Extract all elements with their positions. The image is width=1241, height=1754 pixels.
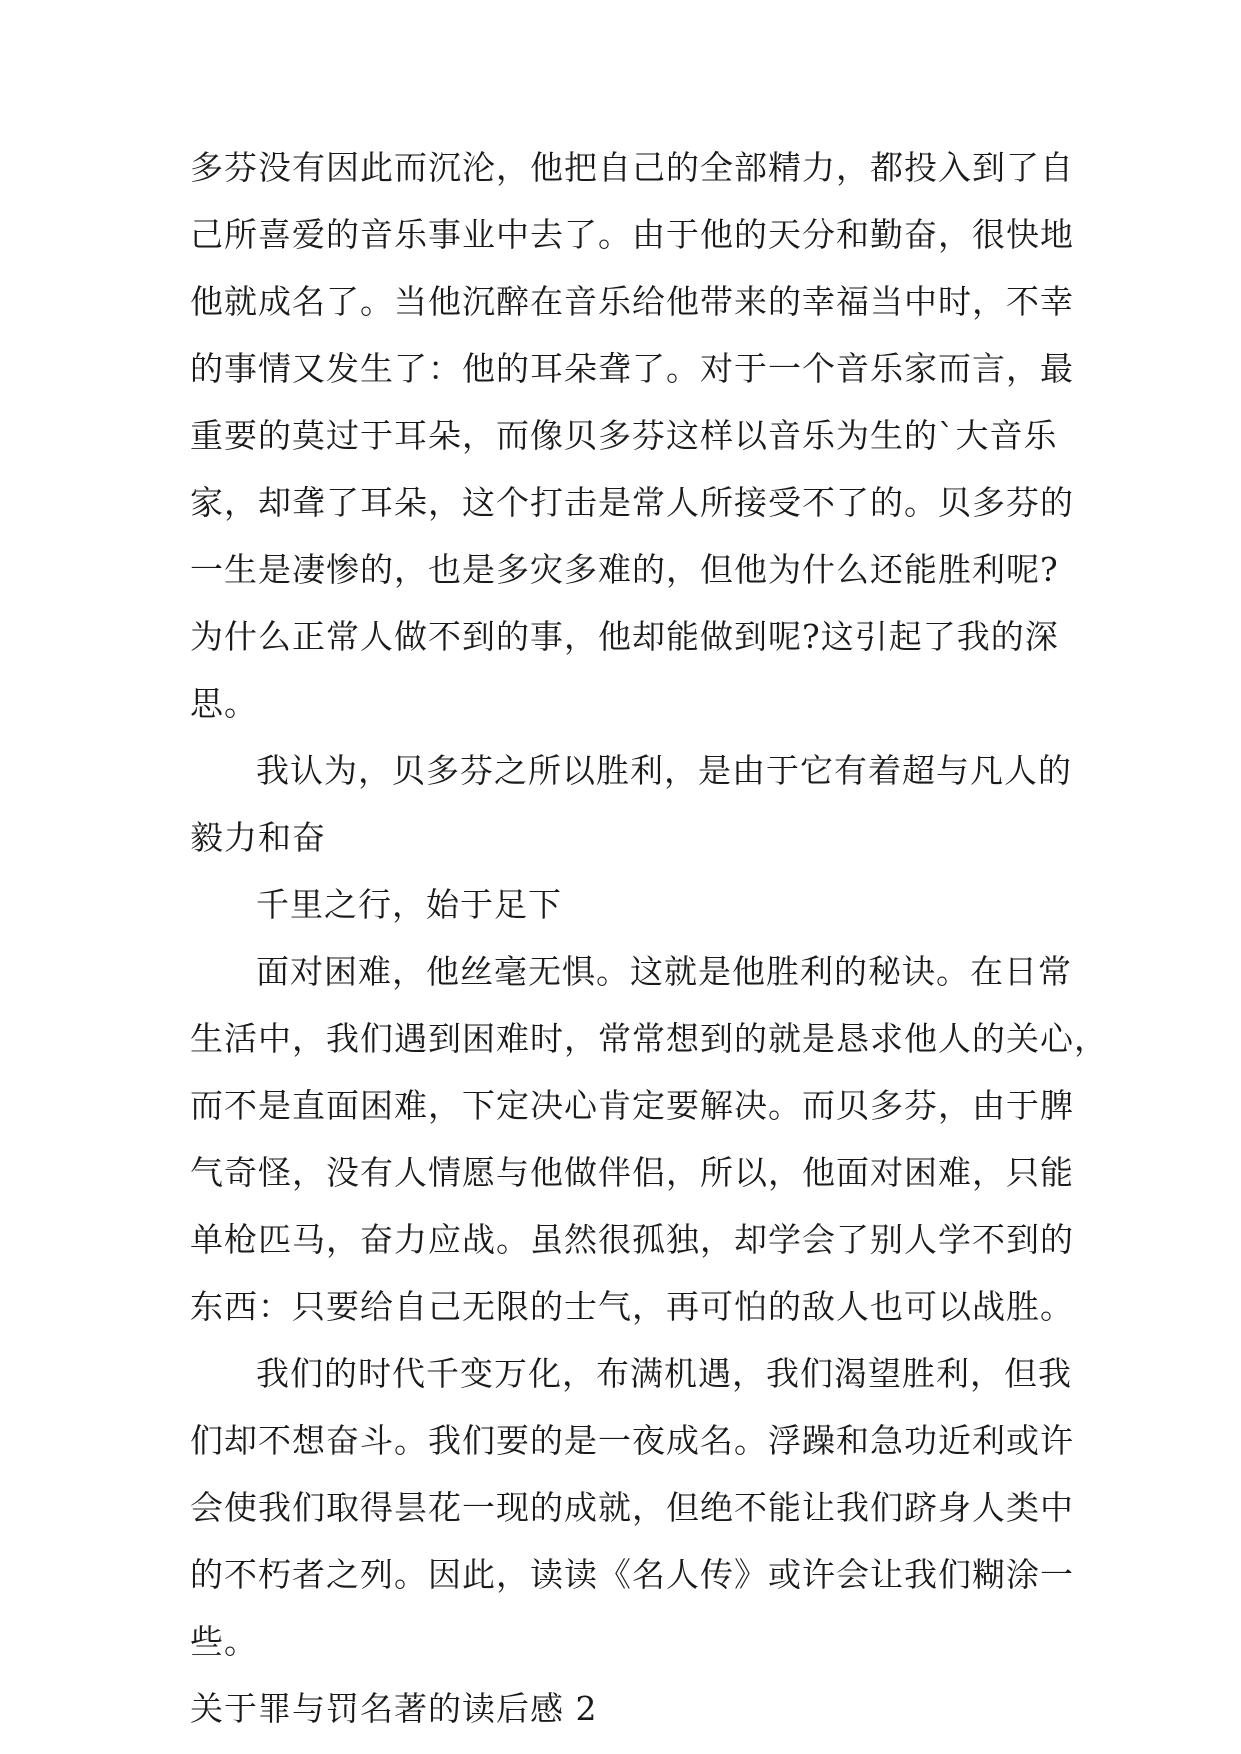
text-line: 气奇怪，没有人情愿与他做伴侣，所以，他面对困难，只能 (190, 1153, 1074, 1192)
text-line: 生活中，我们遇到困难时，常常想到的就是恳求他人的关心， (190, 1019, 1108, 1058)
text-line: 为什么正常人做不到的事，他却能做到呢?这引起了我的深 (190, 617, 1059, 656)
text-line: 一生是凄惨的，也是多灾多难的，但他为什么还能胜利呢? (190, 550, 1059, 589)
paragraph-first-line: 千里之行，始于足下 (256, 885, 562, 924)
paragraph-first-line: 面对困难，他丝毫无惧。这就是他胜利的秘诀。在日常 (256, 952, 1072, 991)
paragraph-first-line: 我认为，贝多芬之所以胜利，是由于它有着超与凡人的 (256, 751, 1072, 790)
text-line: 毅力和奋 (190, 818, 326, 857)
text-line: 的事情又发生了：他的耳朵聋了。对于一个音乐家而言，最 (190, 349, 1074, 388)
text-line: 单枪匹马，奋力应战。虽然很孤独，却学会了别人学不到的 (190, 1220, 1074, 1259)
text-line: 多芬没有因此而沉沦，他把自己的全部精力，都投入到了自 (190, 148, 1074, 187)
text-line: 们却不想奋斗。我们要的是一夜成名。浮躁和急功近利或许 (190, 1421, 1074, 1460)
text-line: 思。 (190, 684, 258, 723)
text-line: 己所喜爱的音乐事业中去了。由于他的天分和勤奋，很快地 (190, 215, 1074, 254)
text-line: 会使我们取得昙花一现的成就，但绝不能让我们跻身人类中 (190, 1488, 1074, 1527)
text-line: 而不是直面困难，下定决心肯定要解决。而贝多芬，由于脾 (190, 1086, 1074, 1125)
text-line: 家，却聋了耳朵，这个打击是常人所接受不了的。贝多芬的 (190, 483, 1074, 522)
text-line: 的不朽者之列。因此，读读《名人传》或许会让我们糊涂一 (190, 1555, 1074, 1594)
text-line: 重要的莫过于耳朵，而像贝多芬这样以音乐为生的`大音乐 (190, 416, 1058, 455)
text-line: 东西：只要给自己无限的士气，再可怕的敌人也可以战胜。 (190, 1287, 1074, 1326)
paragraph-first-line: 我们的时代千变万化，布满机遇，我们渴望胜利，但我 (256, 1354, 1072, 1393)
text-line: 些。 (190, 1622, 258, 1661)
text-line: 他就成名了。当他沉醉在音乐给他带来的幸福当中时，不幸 (190, 282, 1074, 321)
section-heading: 关于罪与罚名著的读后感 2 (190, 1689, 598, 1728)
